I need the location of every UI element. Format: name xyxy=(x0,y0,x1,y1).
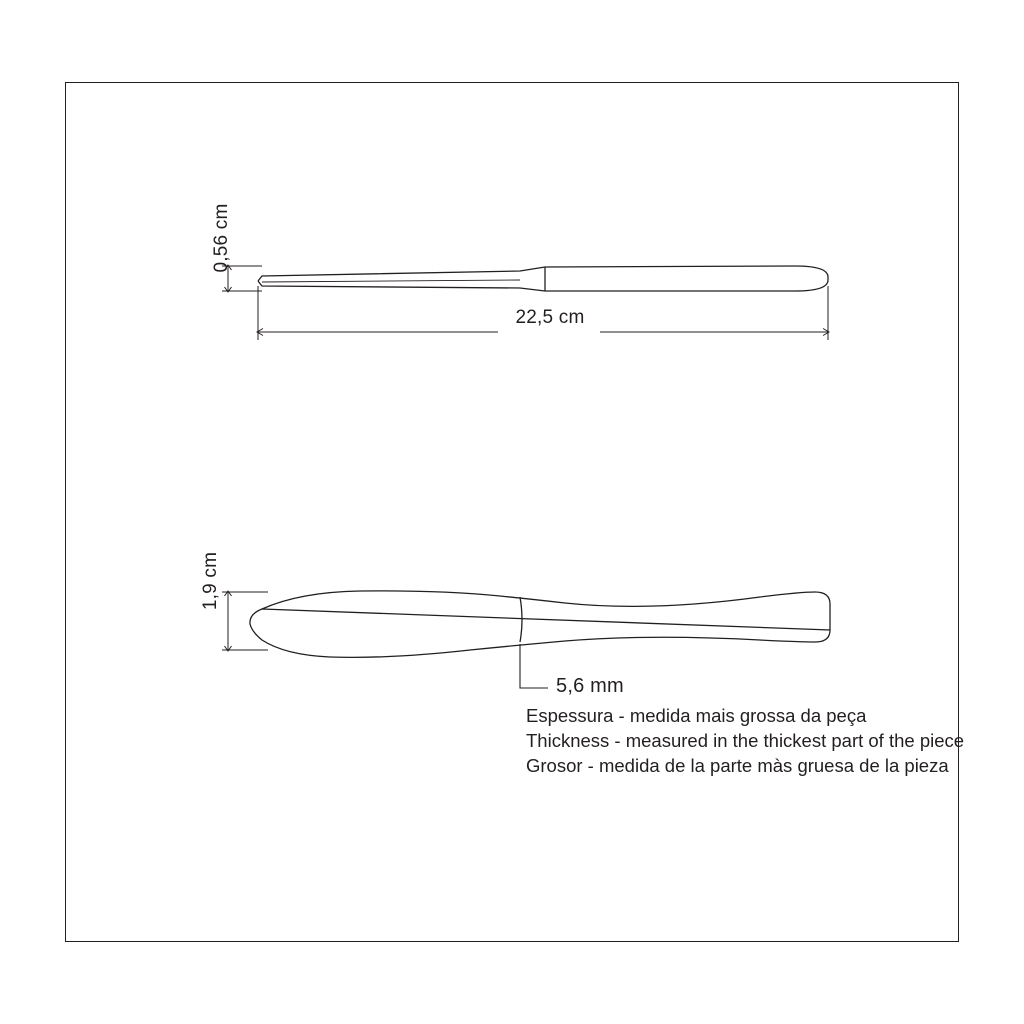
side-view-height-dimension xyxy=(222,591,268,651)
top-view-knife-outline xyxy=(258,266,828,291)
side-view-height-label: 1,9 cm xyxy=(200,551,221,611)
side-view-knife-outline xyxy=(250,591,830,658)
caption-line-es: Grosor - medida de la parte màs gruesa de la pieza xyxy=(526,755,949,776)
thickness-label: 5,6 mm xyxy=(556,675,624,697)
caption-line-en: Thickness - measured in the thickest part of the piece xyxy=(526,730,965,751)
top-view-height-label: 0,56 cm xyxy=(211,203,232,273)
top-view-length-label: 22,5 cm xyxy=(515,307,585,328)
thickness-caption xyxy=(526,703,964,778)
thickness-leader-line xyxy=(520,644,548,688)
caption-line-pt: Espessura - medida mais grossa da peça xyxy=(526,705,867,726)
